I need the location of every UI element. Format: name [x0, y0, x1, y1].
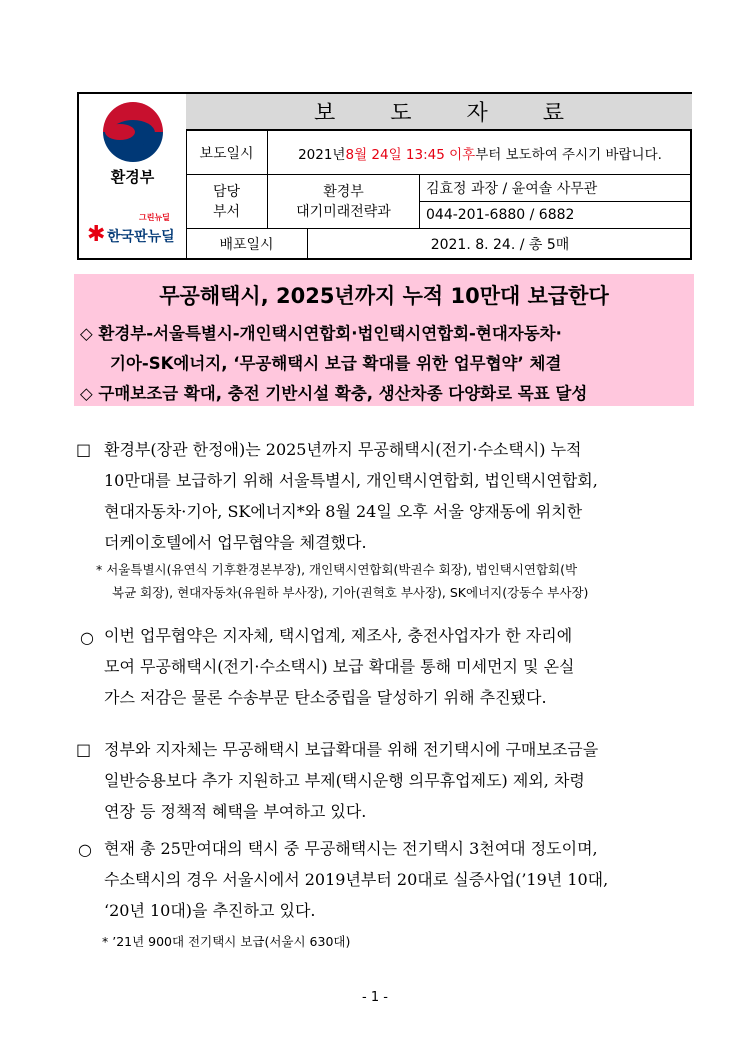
- press-release-title: 보 도 자 료: [186, 94, 692, 131]
- paragraph-2-line: 이번 업무협약은 지자체, 택시업계, 제조사, 충전사업자가 한 자리에: [104, 626, 573, 645]
- release-date-suffix: 부터 보도하여 주시기 바랍니다.: [475, 146, 662, 163]
- headline-banner: [74, 274, 694, 406]
- ministry-emblem-icon: [103, 102, 163, 162]
- footnote-2: * ’21년 900대 전기택시 보급(서울시 630대): [102, 934, 351, 949]
- paragraph-1-line: 더케이호텔에서 업무협약을 체결했다.: [104, 533, 367, 552]
- paragraph-1-line: 현대자동차·기아, SK에너지*와 8월 24일 오후 서울 양재동에 위치한: [104, 502, 583, 521]
- paragraph-1-line: 10만대를 보급하기 위해 서울특별시, 개인택시연합회, 법인택시연합회,: [104, 471, 598, 490]
- paragraph-4-line: 현재 총 25만여대의 택시 중 무공해택시는 전기택시 3천여대 정도이며,: [104, 839, 598, 858]
- paragraph-1: [104, 434, 598, 558]
- distribution-label: 배포일시: [186, 229, 308, 258]
- paragraph-2: [104, 620, 575, 713]
- contact-person: 김효정 과장 / 윤여솔 사무관: [420, 175, 692, 202]
- paragraph-2-bullet: ○: [80, 628, 94, 647]
- page-number: - 1 -: [362, 990, 388, 1005]
- department-name-line2: 대기미래전략과: [296, 203, 391, 220]
- paragraph-4: [104, 833, 608, 926]
- distribution-value: 2021. 8. 24. / 총 5매: [430, 236, 570, 253]
- new-deal-star-icon: ✱: [87, 222, 106, 247]
- headline-summary-line1: ◇ 환경부-서울특별시-개인택시연합회·법인택시연합회-현대자동차·: [80, 324, 562, 343]
- department-name: [268, 175, 420, 229]
- headline-title: 무공해택시, 2025년까지 누적 10만대 보급한다: [159, 284, 609, 308]
- paragraph-4-line: ‘20년 10대)을 추진하고 있다.: [104, 901, 316, 920]
- logo-cell: [79, 94, 187, 258]
- release-date-prefix: 2021년: [298, 146, 346, 163]
- korean-new-deal-text: 한국판뉴딜: [107, 229, 175, 245]
- contact-phone: 044-201-6880 / 6882: [420, 202, 692, 229]
- paragraph-3-line: 연장 등 정책적 혜택을 부여하고 있다.: [104, 802, 367, 821]
- paragraph-3-line: 정부와 지자체는 무공해택시 보급확대를 위해 전기택시에 구매보조금을: [104, 740, 599, 759]
- paragraph-4-bullet: ○: [78, 840, 92, 859]
- paragraph-1-line: 환경부(장관 한정애)는 2025년까지 무공해택시(전기·수소택시) 누적: [104, 440, 582, 459]
- department-name-line1: 환경부: [323, 183, 364, 200]
- paragraph-2-line: 가스 저감은 물론 수송부문 탄소중립을 달성하기 위해 추진됐다.: [104, 688, 547, 707]
- paragraph-3-bullet: □: [76, 740, 92, 759]
- footnote-1: [96, 558, 588, 604]
- press-release-header: [77, 92, 692, 260]
- release-date-value: [268, 131, 692, 175]
- green-new-deal-text: 그린뉴딜: [139, 213, 170, 222]
- paragraph-2-line: 모여 무공해택시(전기·수소택시) 보급 확대를 통해 미세먼지 및 온실: [104, 657, 575, 676]
- release-date-label: 보도일시: [186, 131, 268, 175]
- headline-summary-line3: ◇ 구매보조금 확대, 충전 기반시설 확충, 생산차종 다양화로 목표 달성: [80, 384, 588, 403]
- footnote-1-line: 복균 회장), 현대자동차(유원하 부사장), 기아(권혁호 부사장), SK에너지(강동수 부사장): [112, 585, 589, 600]
- department-label-line2: 부서: [212, 203, 241, 220]
- paragraph-4-line: 수소택시의 경우 서울시에서 2019년부터 20대로 실증사업(’19년 10대,: [104, 870, 609, 889]
- paragraph-3-line: 일반승용보다 추가 지원하고 부제(택시운행 의무휴업제도) 제외, 차령: [104, 771, 585, 790]
- paragraph-3: [104, 734, 598, 827]
- korean-new-deal-logo: [87, 212, 182, 252]
- footnote-1-line: * 서울특별시(유연식 기후환경본부장), 개인택시연합회(박권수 회장), 법인택시연합회(박: [96, 562, 578, 577]
- headline-summary-line2: 기아-SK에너지, ‘무공해택시 보급 확대를 위한 업무협약’ 체결: [110, 354, 562, 373]
- department-label: [186, 175, 268, 229]
- paragraph-1-bullet: □: [76, 440, 92, 459]
- release-date-highlight: 8월 24일 13:45 이후: [345, 146, 476, 163]
- ministry-name: 환경부: [110, 168, 155, 186]
- department-label-line1: 담당: [212, 183, 241, 200]
